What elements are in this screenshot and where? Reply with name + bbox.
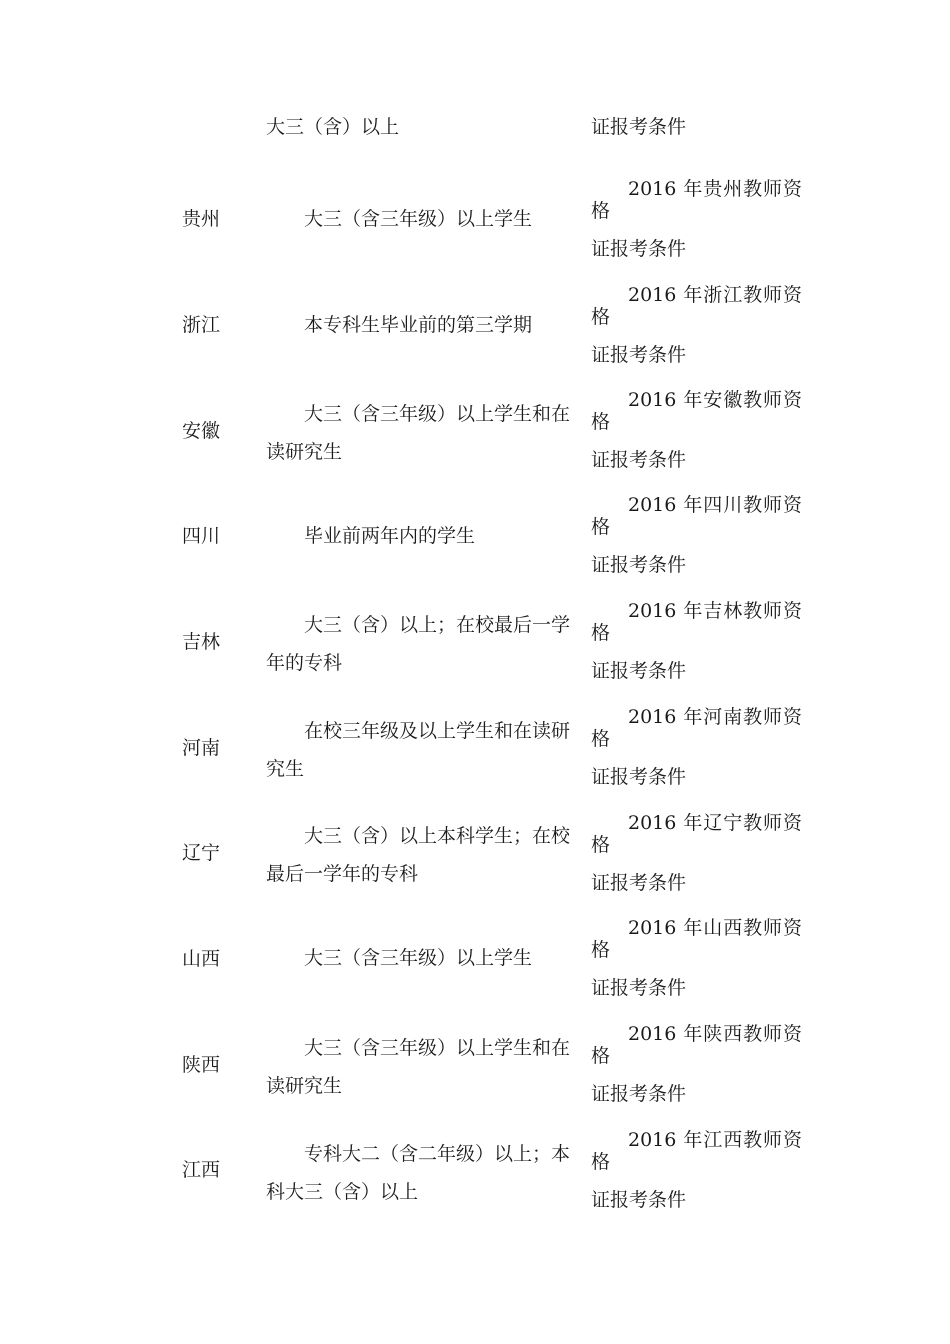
link-line-3: 证报考条件 — [591, 1083, 687, 1105]
link-line-2: 格 — [591, 728, 611, 750]
condition-cell: 大三（含三年级）以上学生和在读研究生 — [266, 403, 571, 463]
link-line-1: 2016 年江西教师资 — [628, 1129, 802, 1151]
link-line-1: 2016 年山西教师资 — [628, 917, 802, 939]
table-row — [0, 284, 950, 390]
condition-cell: 大三（含三年级）以上学生 — [304, 947, 533, 969]
link-line-1: 2016 年浙江教师资 — [628, 284, 802, 306]
table-row — [0, 917, 950, 1023]
condition-cell: 在校三年级及以上学生和在读研究生 — [266, 720, 571, 780]
region-cell: 贵州 — [182, 208, 221, 230]
link-line-3: 证报考条件 — [591, 449, 687, 471]
link-cell[interactable] — [591, 812, 802, 894]
condition-cell: 大三（含）以上 — [266, 116, 400, 138]
region-cell: 江西 — [182, 1159, 221, 1181]
link-cell[interactable] — [591, 389, 802, 471]
link-cell[interactable] — [591, 178, 802, 260]
link-line-2: 格 — [591, 516, 611, 538]
condition-cell: 大三（含三年级）以上学生 — [304, 208, 533, 230]
table-row — [0, 706, 950, 812]
link-cell: 证报考条件 — [591, 116, 687, 138]
link-line-3: 证报考条件 — [591, 766, 687, 788]
link-line-1: 2016 年辽宁教师资 — [628, 812, 802, 834]
link-cell[interactable] — [591, 706, 802, 788]
table-row — [0, 1023, 950, 1129]
region-cell: 浙江 — [182, 314, 221, 336]
link-line-1: 2016 年河南教师资 — [628, 706, 802, 728]
table-row — [0, 600, 950, 706]
link-line-2: 格 — [591, 306, 611, 328]
link-cell[interactable] — [591, 600, 802, 682]
link-line-1: 2016 年贵州教师资 — [628, 178, 802, 200]
link-cell[interactable] — [591, 1023, 802, 1105]
link-line-2: 格 — [591, 622, 611, 644]
table-row — [0, 389, 950, 495]
link-line-3: 证报考条件 — [591, 554, 687, 576]
link-line-2: 格 — [591, 834, 611, 856]
link-cell[interactable] — [591, 917, 802, 999]
link-line-1: 2016 年吉林教师资 — [628, 600, 802, 622]
link-line-2: 格 — [591, 200, 611, 222]
link-cell[interactable] — [591, 1129, 802, 1211]
link-line-2: 格 — [591, 939, 611, 961]
region-cell: 安徽 — [182, 420, 221, 442]
region-cell: 四川 — [182, 525, 221, 547]
condition-cell: 大三（含三年级）以上学生和在读研究生 — [266, 1037, 571, 1097]
link-cell[interactable] — [591, 284, 802, 366]
link-line-3: 证报考条件 — [591, 872, 687, 894]
link-line-3: 证报考条件 — [591, 238, 687, 260]
link-line-1: 2016 年陕西教师资 — [628, 1023, 802, 1045]
link-line-3: 证报考条件 — [591, 344, 687, 366]
link-line-1: 2016 年安徽教师资 — [628, 389, 802, 411]
condition-cell: 专科大二（含二年级）以上；本科大三（含）以上 — [266, 1143, 571, 1203]
table-row — [0, 494, 950, 600]
link-line-3: 证报考条件 — [591, 1189, 687, 1211]
table-row — [0, 812, 950, 918]
link-line-3: 证报考条件 — [591, 977, 687, 999]
condition-cell: 本专科生毕业前的第三学期 — [304, 314, 533, 336]
region-cell: 陕西 — [182, 1054, 221, 1076]
region-cell: 辽宁 — [182, 842, 221, 864]
link-line-2: 格 — [591, 411, 611, 433]
region-cell: 吉林 — [182, 631, 221, 653]
table-row — [0, 1129, 950, 1235]
link-cell[interactable] — [591, 494, 802, 576]
condition-cell: 大三（含）以上；在校最后一学年的专科 — [266, 614, 571, 674]
region-cell: 山西 — [182, 948, 221, 970]
link-line-2: 格 — [591, 1045, 611, 1067]
table-row — [0, 178, 950, 284]
link-line-2: 格 — [591, 1151, 611, 1173]
link-line-3: 证报考条件 — [591, 660, 687, 682]
link-line-1: 2016 年四川教师资 — [628, 494, 802, 516]
region-cell: 河南 — [182, 737, 221, 759]
condition-cell: 大三（含）以上本科学生；在校最后一学年的专科 — [266, 825, 571, 885]
condition-cell: 毕业前两年内的学生 — [304, 525, 476, 547]
table-row-continued — [0, 112, 950, 142]
